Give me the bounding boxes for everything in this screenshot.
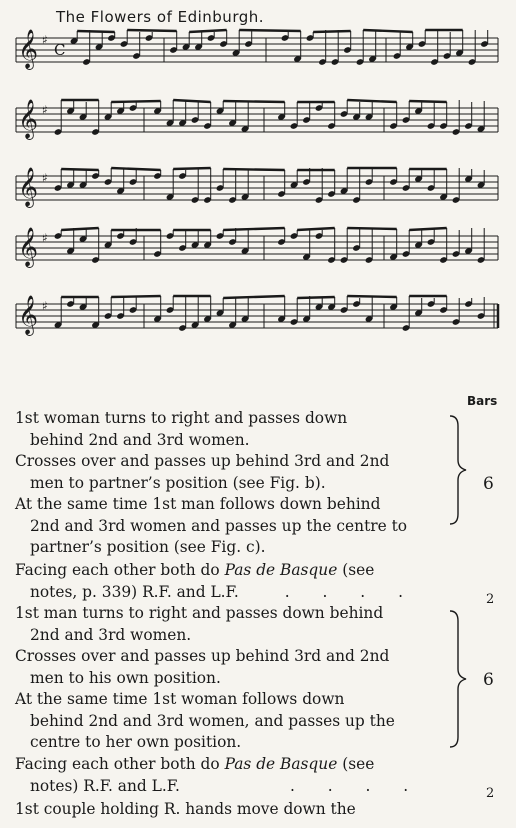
instruction-block-3: [15, 603, 455, 754]
instruction-line: Crosses over and passes up behind 3rd and 2nd: [15, 647, 390, 665]
svg-text:C: C: [54, 41, 66, 59]
svg-text:♯: ♯: [42, 231, 48, 245]
instruction-line: behind 2nd and 3rd women.: [30, 430, 250, 449]
brace-icon: [446, 414, 476, 526]
svg-text:𝄞: 𝄞: [18, 29, 39, 69]
instruction-line: 1st woman turns to right and passes down: [15, 409, 348, 427]
instruction-line: 2nd and 3rd women.: [30, 625, 192, 644]
bar-count: 2: [486, 592, 495, 607]
instruction-line: Crosses over and passes up behind 3rd and 2nd: [15, 452, 390, 470]
svg-text:♯: ♯: [42, 171, 48, 185]
svg-text:♯: ♯: [42, 103, 48, 117]
bar-count: 6: [483, 670, 494, 690]
instruction-line: 2nd and 3rd women and passes up the centre to: [30, 516, 408, 535]
instruction-block-1: [15, 408, 455, 559]
instruction-block-2: [15, 560, 455, 603]
bar-count: 6: [483, 474, 494, 494]
instruction-line: men to partner’s position (see Fig. b).: [30, 473, 326, 492]
instruction-line: centre to her own position.: [30, 733, 242, 751]
instruction-line: 1st couple holding R. hands move down the: [15, 800, 356, 818]
leader-dots: . . . .: [284, 582, 417, 601]
instruction-block-4: [15, 754, 455, 797]
brace-icon: [446, 609, 476, 749]
instruction-text: (see: [337, 561, 375, 579]
instruction-text: Facing each other both do: [15, 755, 225, 773]
instruction-line: 1st man turns to right and passes down behind: [15, 604, 384, 622]
instruction-line: At the same time 1st man follows down behind: [15, 495, 381, 513]
instruction-text: notes, p. 339) R.F. and L.F.: [30, 582, 239, 601]
instruction-line: men to his own position.: [30, 668, 221, 687]
svg-text:𝄞: 𝄞: [18, 167, 39, 207]
tune-title: The Flowers of Edinburgh.: [56, 8, 265, 26]
instruction-text: (see: [337, 755, 375, 773]
instruction-line: At the same time 1st woman follows down: [15, 690, 345, 708]
svg-text:♯: ♯: [42, 33, 48, 47]
instruction-line: behind 2nd and 3rd women, and passes up the: [30, 711, 395, 730]
step-name: Pas de Basque: [224, 561, 338, 579]
instruction-block-5: [15, 799, 455, 821]
instruction-text: notes) R.F. and L.F.: [30, 776, 180, 795]
leader-dots: . . . .: [289, 776, 423, 795]
instruction-line: partner’s position (see Fig. c).: [30, 538, 266, 556]
step-name: Pas de Basque: [224, 755, 338, 773]
instruction-text: Facing each other both do: [15, 561, 225, 579]
music-score: [14, 28, 504, 388]
svg-text:𝄞: 𝄞: [18, 295, 39, 335]
svg-text:𝄞: 𝄞: [18, 227, 39, 267]
svg-text:♯: ♯: [42, 299, 48, 313]
svg-text:𝄞: 𝄞: [18, 99, 39, 139]
bar-count: 2: [486, 786, 495, 801]
bars-column-header: Bars: [467, 394, 498, 408]
